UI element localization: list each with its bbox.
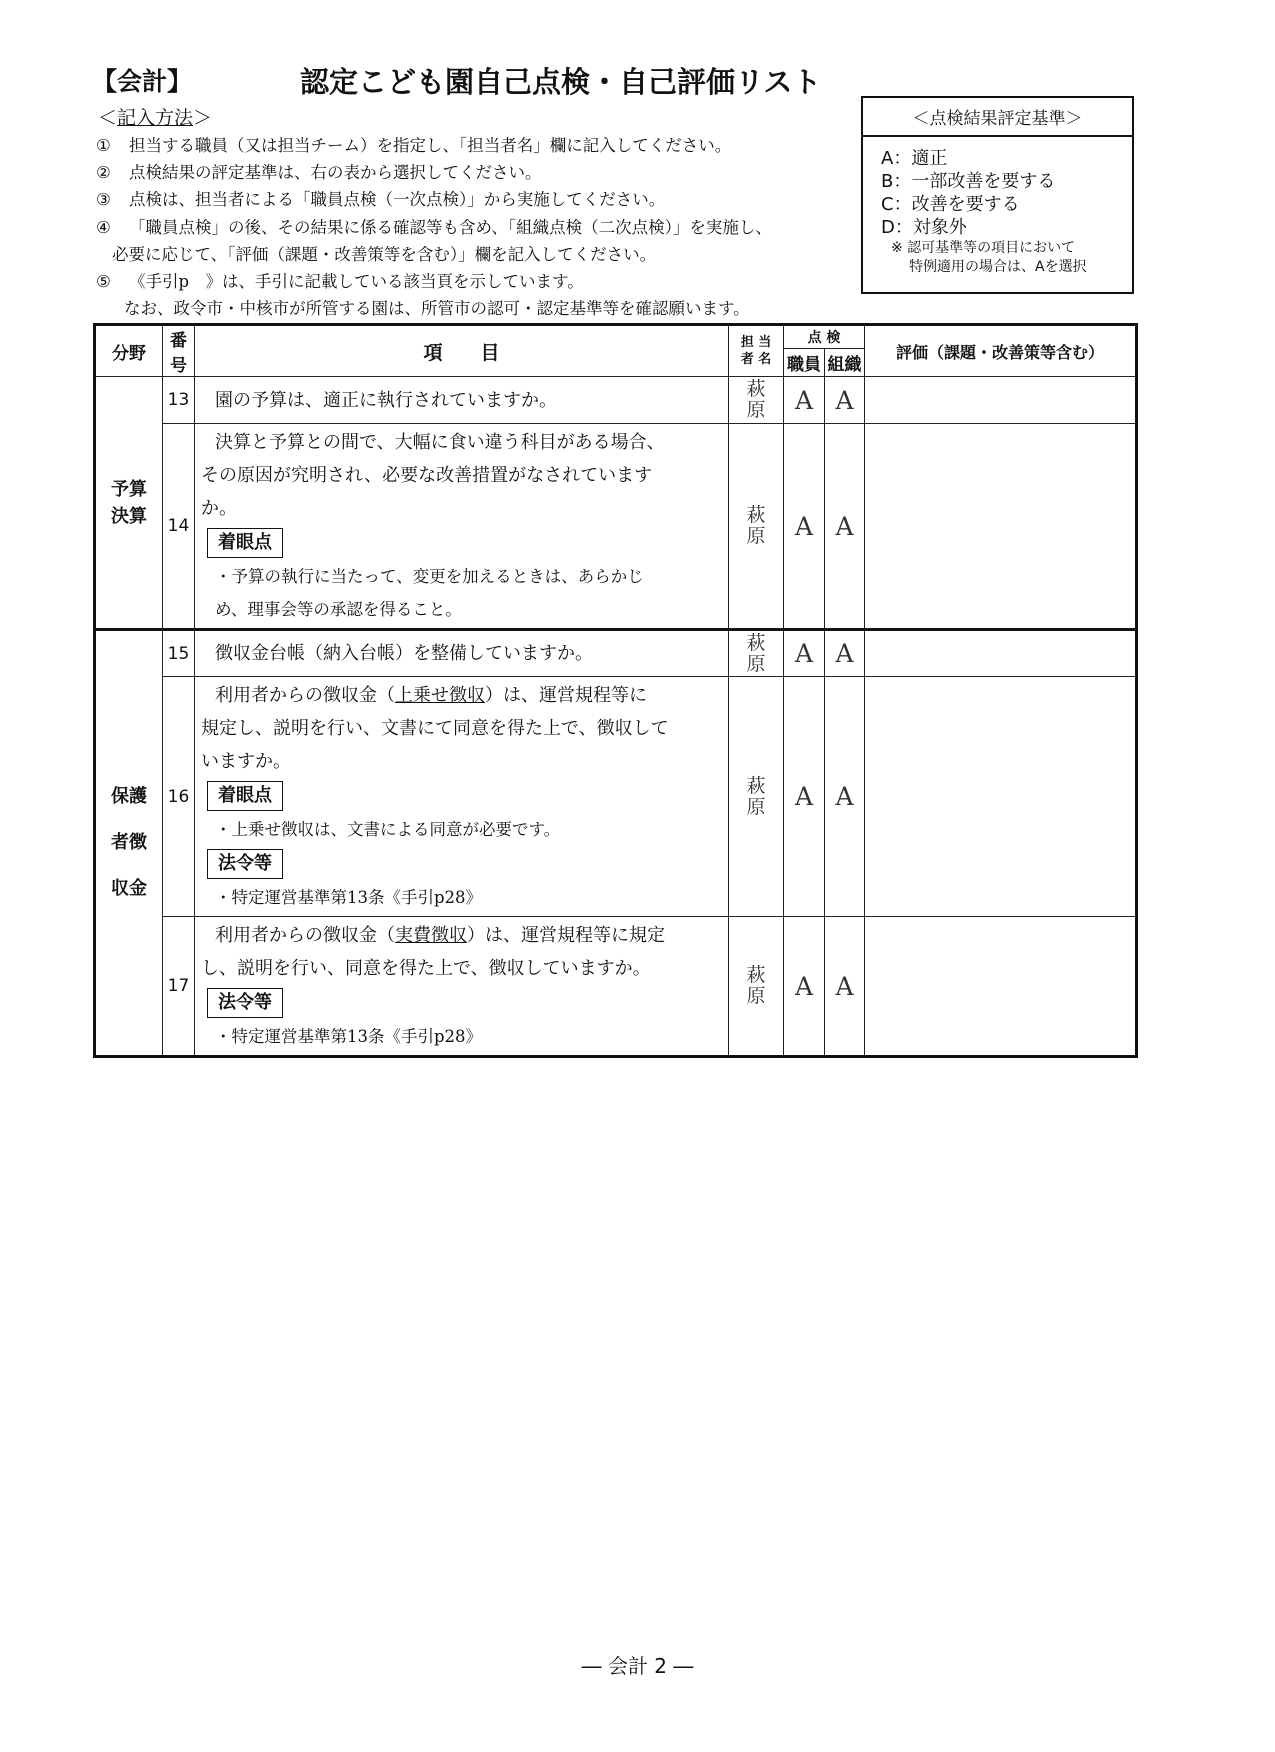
row-no: 14 (163, 424, 195, 630)
field-budget: 予算 決算 (95, 377, 163, 630)
row-no: 17 (163, 917, 195, 1057)
person-name: 萩 原 (729, 377, 784, 424)
header-staff: 職員 (784, 349, 825, 377)
instruction-2: ② 点検結果の評定基準は、右の表から選択してください。 (96, 163, 542, 183)
eval-cell (865, 424, 1137, 630)
staff-grade: A (784, 424, 825, 630)
instruction-5-cont: なお、政令市・中核市が所管する園は、所管市の認可・認定基準等を確認願います。 (124, 299, 750, 319)
header-org: 組織 (825, 349, 865, 377)
staff-grade: A (784, 917, 825, 1057)
instruction-4: ④ 「職員点検」の後、その結果に係る確認等も含め、「組織点検（二次点検）」を実施し、 (96, 217, 772, 237)
law-label: 法令等 (207, 988, 283, 1018)
page-title: 認定こども園自己点検・自己評価リスト (300, 65, 822, 99)
instructions (96, 132, 836, 322)
item-text: 徴収金台帳（納入台帳）を整備していますか。 (195, 630, 729, 677)
criteria-d: D：対象外 (881, 217, 967, 238)
eval-cell (865, 917, 1137, 1057)
instruction-5: ⑤ 《手引p 》は、手引に記載している該当頁を示しています。 (96, 272, 584, 292)
table-header-row (95, 325, 1137, 349)
org-grade: A (825, 677, 865, 917)
eval-cell (865, 630, 1137, 677)
header-field: 分野 (95, 325, 163, 377)
law-label: 法令等 (207, 849, 283, 879)
table-row (95, 424, 1137, 630)
instruction-1: ① 担当する職員（又は担当チーム）を指定し、「担当者名」欄に記入してください。 (96, 136, 732, 155)
header-check: 点 検 (784, 325, 865, 349)
header-eval: 評価（課題・改善策等含む） (865, 325, 1137, 377)
org-grade: A (825, 630, 865, 677)
eval-cell (865, 677, 1137, 917)
org-grade: A (825, 424, 865, 630)
criteria-title: ＜点検結果評定基準＞ (863, 98, 1132, 137)
criteria-a: A：適正 (881, 148, 948, 169)
person-name: 萩 原 (729, 424, 784, 630)
section-tag: 【会計】 (92, 67, 193, 96)
header-no: 番号 (163, 325, 195, 377)
item-text: 利用者からの徴収金（上乗せ徴収）は、運営規程等に 規定し、説明を行い、文書にて同意を得た上で、徴収して いますか。 着眼点 ・上乗せ徴収は、文書による同意が必要です。 法令等 ・特定運営基準第13条《手引p28》 (195, 677, 729, 917)
header-item: 項 目 (195, 325, 729, 377)
staff-grade: A (784, 630, 825, 677)
instructions-heading: ＜記入方法＞ (98, 107, 213, 129)
eval-cell (865, 377, 1137, 424)
item-text: 園の予算は、適正に執行されていますか。 (195, 377, 729, 424)
checklist-table (93, 323, 1138, 1058)
page-number: ― 会計 2 ― (581, 1654, 694, 1678)
row-no: 16 (163, 677, 195, 917)
focus-label: 着眼点 (207, 781, 283, 811)
person-name: 萩 原 (729, 630, 784, 677)
header-person: 担 当 者 名 (729, 325, 784, 377)
field-guardian-fees: 保護 者徴 収金 (95, 630, 163, 1057)
table-row (95, 377, 1137, 424)
person-name: 萩 原 (729, 677, 784, 917)
item-text: 利用者からの徴収金（実費徴収）は、運営規程等に規定 し、説明を行い、同意を得た上で、徴収していますか。 法令等 ・特定運営基準第13条《手引p28》 (195, 917, 729, 1057)
table-row (95, 677, 1137, 917)
criteria-note-2: 特例適用の場合は、Aを選択 (909, 259, 1087, 275)
focus-label: 着眼点 (207, 528, 283, 558)
staff-grade: A (784, 677, 825, 917)
instruction-3: ③ 点検は、担当者による「職員点検（一次点検）」から実施してください。 (96, 190, 666, 210)
item-text: 決算と予算との間で、大幅に食い違う科目がある場合、 その原因が究明され、必要な改善措置がなされています か。 着眼点 ・予算の執行に当たって、変更を加えるときは、あらかじ め、理事会等の承認を得ること。 (195, 424, 729, 630)
criteria-box (861, 96, 1134, 294)
criteria-c: C：改善を要する (881, 194, 1020, 215)
row-no: 13 (163, 377, 195, 424)
staff-grade: A (784, 377, 825, 424)
table-row (95, 630, 1137, 677)
instruction-4-cont: 必要に応じて、「評価（課題・改善策等を含む）」欄を記入してください。 (112, 244, 657, 264)
criteria-b: B：一部改善を要する (881, 171, 1056, 192)
org-grade: A (825, 377, 865, 424)
person-name: 萩 原 (729, 917, 784, 1057)
row-no: 15 (163, 630, 195, 677)
table-row (95, 917, 1137, 1057)
criteria-note-1: ※ 認可基準等の項目において (891, 240, 1076, 256)
org-grade: A (825, 917, 865, 1057)
